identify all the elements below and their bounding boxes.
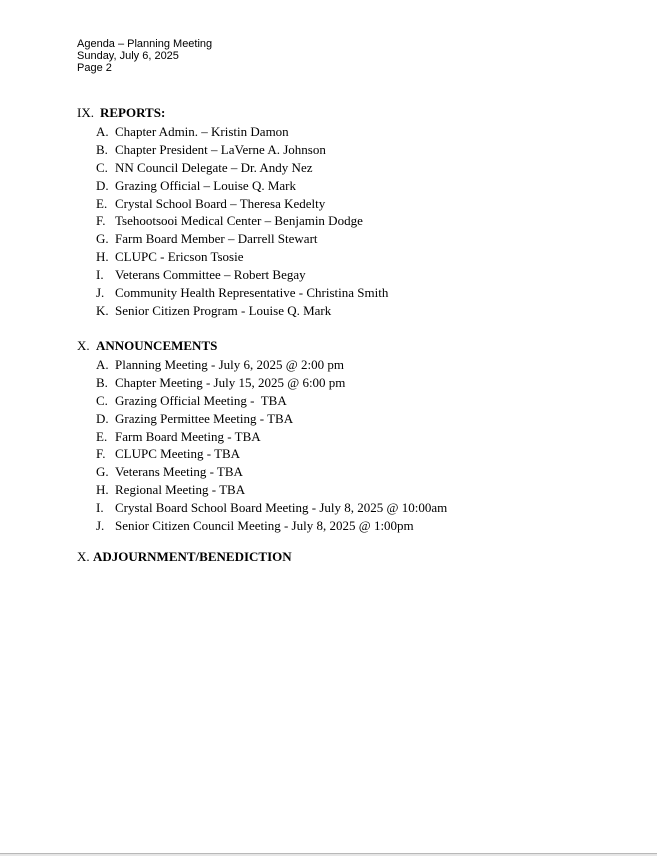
list-item	[96, 410, 447, 428]
list-item-text: Grazing Official Meeting - TBA	[115, 392, 287, 408]
section-announcements-heading	[77, 338, 217, 354]
list-item-text: NN Council Delegate – Dr. Andy Nez	[115, 159, 313, 175]
list-item-text: Grazing Permittee Meeting - TBA	[115, 410, 294, 426]
list-item	[96, 284, 388, 302]
list-item-letter: G.	[96, 231, 109, 247]
list-item	[96, 481, 447, 499]
list-item-letter: J.	[96, 285, 105, 301]
list-item-letter: K.	[96, 302, 109, 318]
list-item	[96, 392, 447, 410]
reports-list	[96, 123, 388, 320]
list-item	[96, 445, 447, 463]
list-item	[96, 123, 388, 141]
list-item-letter: H.	[96, 249, 109, 265]
list-item-letter: H.	[96, 482, 109, 498]
list-item-text: Crystal School Board – Theresa Kedelty	[115, 195, 326, 211]
header-title: Agenda – Planning Meeting	[77, 38, 213, 50]
list-item-text: Crystal Board School Board Meeting - July 8, 2025 @ 10:00am	[115, 500, 448, 516]
list-item-text: Senior Citizen Program - Louise Q. Mark	[115, 302, 332, 318]
section-adjournment-heading	[77, 549, 292, 565]
section-reports-numeral: IX.	[77, 105, 94, 120]
section-adjournment-numeral: X.	[77, 549, 90, 564]
list-item-text: Farm Board Member – Darrell Stewart	[115, 231, 318, 247]
list-item	[96, 517, 447, 535]
list-item-text: Senior Citizen Council Meeting - July 8, 2025 @ 1:00pm	[115, 518, 414, 534]
list-item	[96, 428, 447, 446]
list-item	[96, 141, 388, 159]
list-item-text: Planning Meeting - July 6, 2025 @ 2:00 pm	[115, 357, 344, 372]
list-item	[96, 499, 447, 517]
section-announcements-label: ANNOUNCEMENTS	[96, 338, 218, 353]
list-item-text: Grazing Official – Louise Q. Mark	[115, 177, 296, 193]
list-item	[96, 374, 447, 392]
list-item	[96, 356, 447, 374]
section-reports-label: REPORTS:	[100, 105, 166, 120]
header-date: Sunday, July 6, 2025	[77, 50, 179, 62]
list-item	[96, 212, 388, 230]
list-item-letter: D.	[96, 410, 109, 426]
list-item-letter: J.	[96, 518, 105, 534]
list-item-letter: E.	[96, 195, 108, 211]
list-item-letter: D.	[96, 177, 109, 193]
list-item-text: Community Health Representative - Christina Smith	[115, 285, 389, 301]
list-item-text: Regional Meeting - TBA	[115, 482, 246, 498]
list-item-letter: C.	[96, 159, 108, 175]
list-item-letter: F.	[96, 213, 106, 229]
list-item	[96, 230, 388, 248]
list-item-text: CLUPC - Ericson Tsosie	[115, 249, 244, 265]
section-reports-heading	[77, 105, 165, 121]
list-item-letter: F.	[96, 446, 106, 462]
list-item-text: Veterans Committee – Robert Begay	[115, 267, 306, 283]
list-item	[96, 195, 388, 213]
list-item	[96, 248, 388, 266]
list-item	[96, 302, 388, 320]
list-item-text: Chapter President – LaVerne A. Johnson	[115, 141, 326, 157]
section-announcements-numeral: X.	[77, 338, 90, 353]
list-item-letter: I.	[96, 267, 104, 283]
list-item	[96, 463, 447, 481]
list-item-letter: C.	[96, 392, 108, 408]
list-item-text: Tsehootsooi Medical Center – Benjamin Dodge	[115, 213, 363, 229]
header-page-number: Page 2	[77, 62, 112, 74]
list-item-text: Veterans Meeting - TBA	[115, 464, 243, 480]
section-adjournment-label: ADJOURNMENT/BENEDICTION	[93, 549, 292, 564]
list-item-letter: A.	[96, 357, 109, 372]
list-item	[96, 266, 388, 284]
list-item-letter: G.	[96, 464, 109, 480]
list-item-letter: B.	[96, 141, 108, 157]
list-item-text: Chapter Admin. – Kristin Damon	[115, 124, 289, 139]
list-item-letter: A.	[96, 124, 109, 139]
announcements-list	[96, 356, 447, 535]
list-item-letter: B.	[96, 374, 108, 390]
list-item-letter: I.	[96, 500, 104, 516]
list-item-text: Chapter Meeting - July 15, 2025 @ 6:00 pm	[115, 374, 346, 390]
page-header	[77, 38, 212, 74]
list-item	[96, 177, 388, 195]
list-item-text: CLUPC Meeting - TBA	[115, 446, 241, 462]
list-item	[96, 159, 388, 177]
list-item-letter: E.	[96, 428, 108, 444]
list-item-text: Farm Board Meeting - TBA	[115, 428, 261, 444]
